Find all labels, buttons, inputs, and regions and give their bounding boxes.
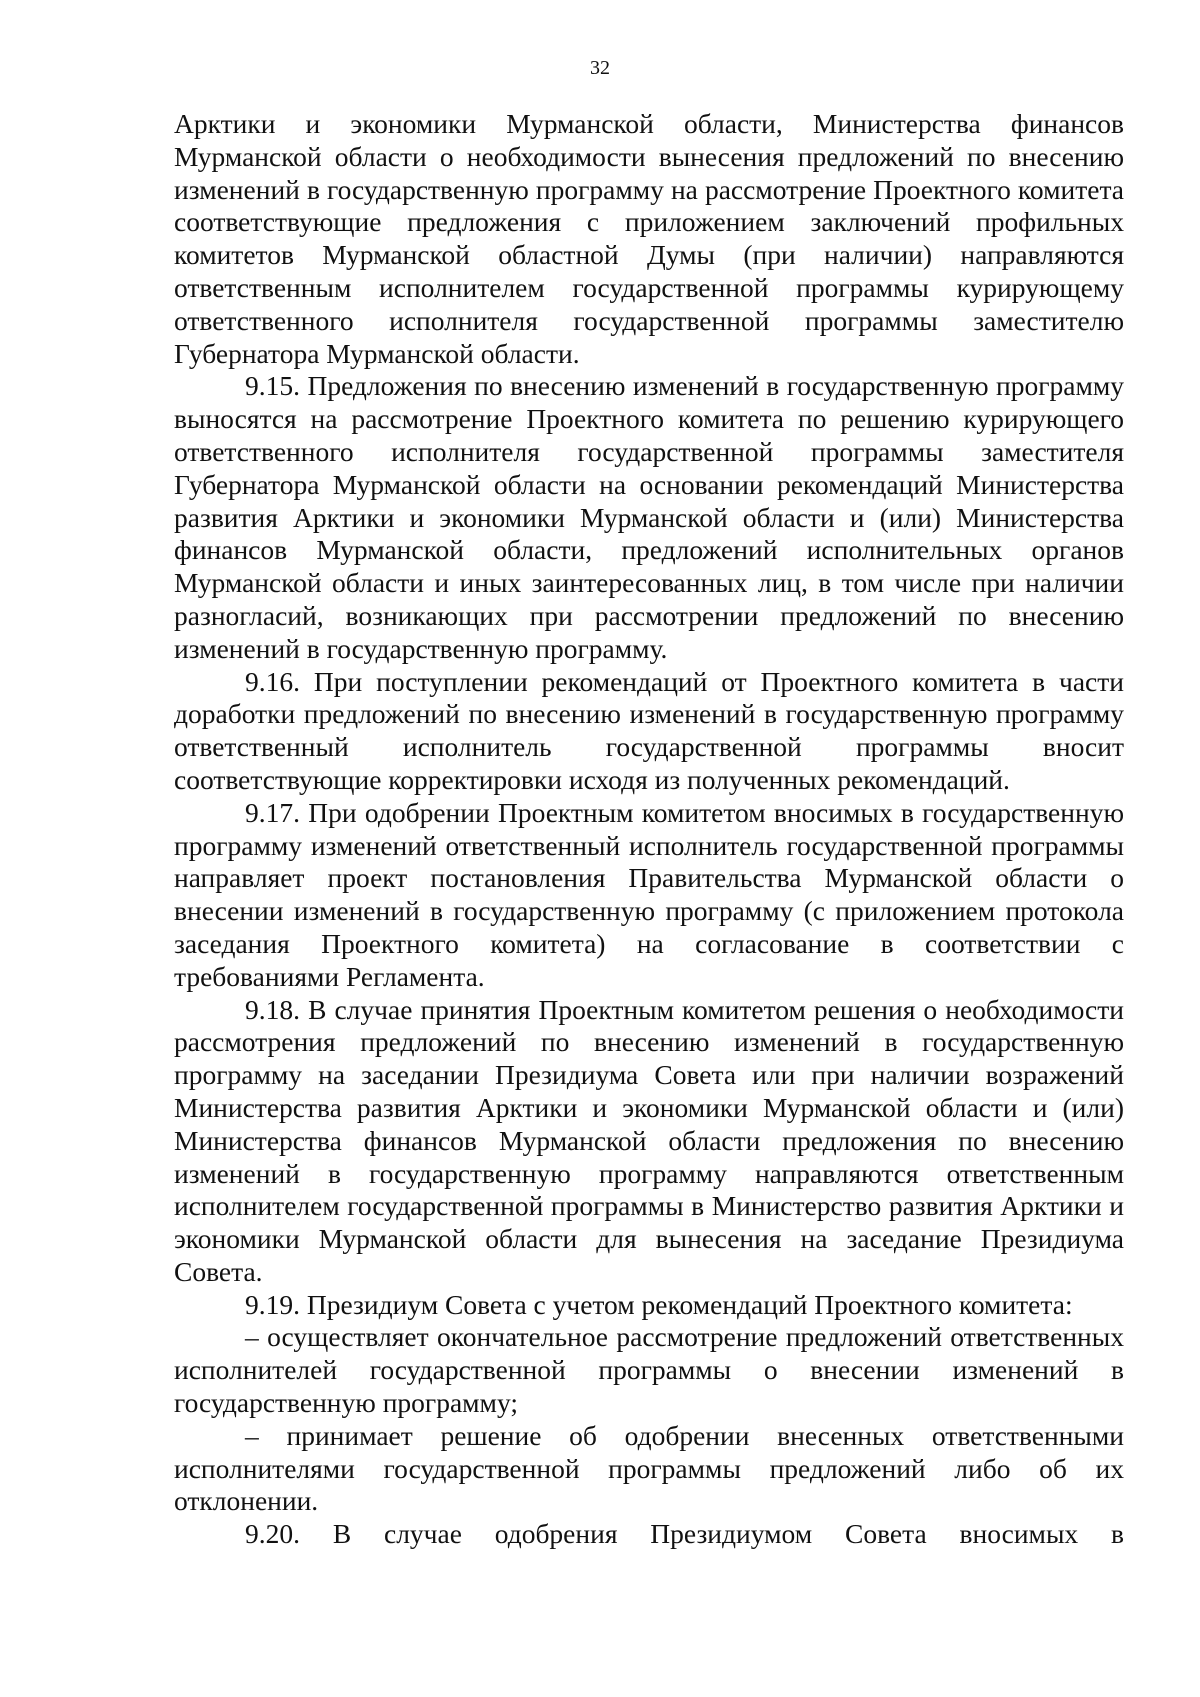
paragraph-9-17: 9.17. При одобрении Проектным комитетом вносимых в государственную программу изменений ответственный исполнитель государственной программы направляет проект постановления Правительства Мурманской области о внесении изменений в государственную программу (с приложением протокола заседания Проектного комитета) на согласование в соответствии с требованиями Регламента. (174, 796, 1124, 992)
document-body (174, 108, 1124, 1551)
paragraph-9-20: 9.20. В случае одобрения Президиумом Совета вносимых в (245, 1518, 1124, 1550)
paragraph-9-18: 9.18. В случае принятия Проектным комитетом решения о необходимости рассмотрения предложений по внесению изменений в государственную программу на заседании Президиума Совета или при наличии возражений Министерства развития Арктики и экономики Мурманской области и (или) Министерства финансов Мурманской области предложения по внесению изменений в государственную программу направляются ответственным исполнителем государственной программы в Министерство развития Арктики и экономики Мурманской области для вынесения на заседание Президиума Совета. (174, 993, 1124, 1287)
paragraph-9-15: 9.15. Предложения по внесению изменений в государственную программу выносятся на рассмотрение Проектного комитета по решению курирующего ответственного исполнителя государственной программы заместителя Губернатора Мурманской области на основании рекомендаций Министерства развития Арктики и экономики Мурманской области и (или) Министерства финансов Мурманской области, предложений исполнительных органов Мурманской области и иных заинтересованных лиц, в том числе при наличии разногласий, возникающих при рассмотрении предложений по внесению изменений в государственную программу. (174, 370, 1124, 664)
paragraph-9-19: 9.19. Президиум Совета с учетом рекомендаций Проектного комитета: (245, 1288, 1073, 1320)
list-item-9-19-1: – осуществляет окончательное рассмотрение предложений ответственных исполнителей государственной программы о внесении изменений в государственную программу; (174, 1321, 1124, 1419)
paragraph-continuation: Арктики и экономики Мурманской области, Министерства финансов Мурманской области о необходимости вынесения предложений по внесению изменений в государственную программу на рассмотрение Проектного комитета соответствующие предложения с приложением заключений профильных комитетов Мурманской областной Думы (при наличии) направляются ответственным исполнителем государственной программы курирующему ответственного исполнителя государственной программы заместителю Губернатора Мурманской области. (174, 108, 1124, 369)
paragraph-9-16: 9.16. При поступлении рекомендаций от Проектного комитета в части доработки предложений по внесению изменений в государственную программу ответственный исполнитель государственной программы вносит соответствующие корректировки исходя из полученных рекомендаций. (174, 665, 1124, 795)
list-item-9-19-2: – принимает решение об одобрении внесенных ответственными исполнителями государственной программы предложений либо об их отклонении. (174, 1419, 1124, 1517)
page-number: 32 (590, 57, 610, 79)
